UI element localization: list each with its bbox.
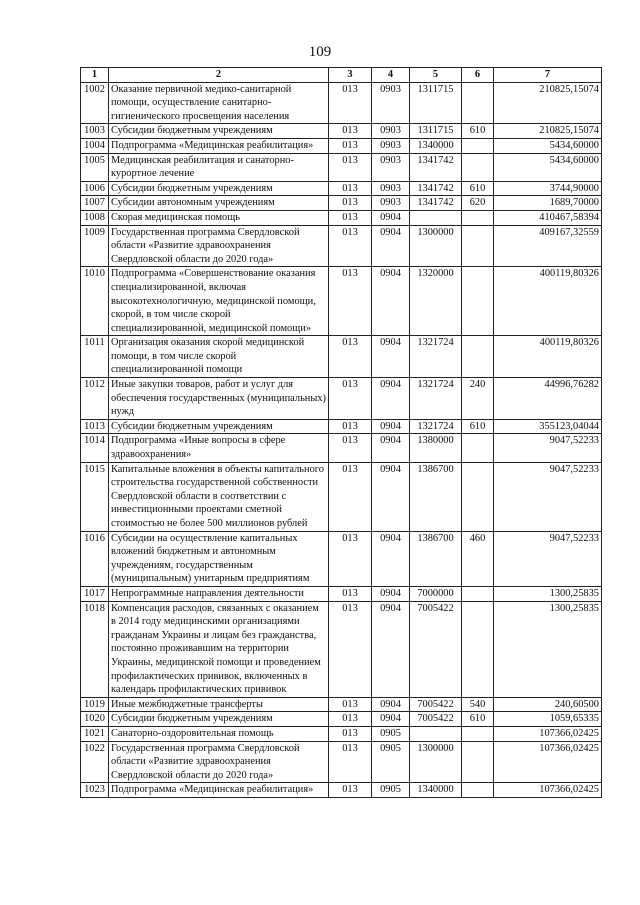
row-target-code: 1311715	[410, 124, 462, 139]
row-code: 1011	[81, 336, 109, 378]
table-row	[81, 741, 602, 783]
row-target-code: 1321724	[410, 419, 462, 434]
table-body	[81, 82, 602, 797]
row-ministry-code: 013	[329, 712, 372, 727]
table-row	[81, 336, 602, 378]
row-section-code: 0903	[372, 138, 410, 153]
row-expense-kind	[462, 434, 494, 462]
row-ministry-code: 013	[329, 419, 372, 434]
row-amount: 107366,02425	[494, 741, 602, 783]
row-ministry-code: 013	[329, 462, 372, 531]
row-code: 1019	[81, 697, 109, 712]
row-expense-kind: 460	[462, 531, 494, 586]
row-expense-kind: 620	[462, 196, 494, 211]
row-section-code: 0904	[372, 378, 410, 420]
row-expense-kind	[462, 462, 494, 531]
row-code: 1013	[81, 419, 109, 434]
row-name: Капитальные вложения в объекты капитального строительства государственной собственности Свердловской области в соответствии с инвестиционными проектами сметной стоимостью не более 500 миллионов рублей	[109, 462, 329, 531]
row-code: 1015	[81, 462, 109, 531]
row-ministry-code: 013	[329, 181, 372, 196]
row-target-code: 1341742	[410, 181, 462, 196]
row-name: Компенсация расходов, связанных с оказанием в 2014 году медицинскими организациями гражданам Украины и лицам без гражданства, постоянно проживавшим на территории Украины, медицинской помощи и проведением профилактических прививок, включенных в календарь профилактических прививок	[109, 601, 329, 697]
row-target-code	[410, 210, 462, 225]
row-amount: 3744,90000	[494, 181, 602, 196]
row-code: 1007	[81, 196, 109, 211]
row-code: 1022	[81, 741, 109, 783]
row-code: 1021	[81, 726, 109, 741]
row-code: 1014	[81, 434, 109, 462]
table-row	[81, 434, 602, 462]
row-ministry-code: 013	[329, 210, 372, 225]
row-section-code: 0904	[372, 712, 410, 727]
table-row	[81, 82, 602, 124]
row-amount: 410467,58394	[494, 210, 602, 225]
header-cell: 1	[81, 68, 109, 83]
row-name: Субсидии бюджетным учреждениям	[109, 181, 329, 196]
row-expense-kind	[462, 153, 494, 181]
row-target-code: 1311715	[410, 82, 462, 124]
row-name: Субсидии бюджетным учреждениям	[109, 419, 329, 434]
row-expense-kind: 610	[462, 712, 494, 727]
header-cell: 7	[494, 68, 602, 83]
row-target-code: 1320000	[410, 267, 462, 336]
header-cell: 2	[109, 68, 329, 83]
row-section-code: 0905	[372, 741, 410, 783]
row-section-code: 0903	[372, 153, 410, 181]
budget-table	[80, 67, 602, 798]
row-name: Санаторно-оздоровительная помощь	[109, 726, 329, 741]
row-name: Субсидии на осуществление капитальных вложений бюджетным и автономным учреждениям, государственным (муниципальным) унитарным предприятиям	[109, 531, 329, 586]
row-amount: 107366,02425	[494, 783, 602, 798]
row-amount: 409167,32559	[494, 225, 602, 267]
row-expense-kind	[462, 726, 494, 741]
row-target-code: 7005422	[410, 697, 462, 712]
row-section-code: 0904	[372, 225, 410, 267]
row-section-code: 0903	[372, 196, 410, 211]
row-target-code: 1321724	[410, 378, 462, 420]
row-ministry-code: 013	[329, 741, 372, 783]
row-name: Субсидии автономным учреждениям	[109, 196, 329, 211]
row-expense-kind	[462, 336, 494, 378]
row-section-code: 0904	[372, 267, 410, 336]
row-expense-kind	[462, 267, 494, 336]
row-target-code: 7005422	[410, 601, 462, 697]
table-row	[81, 712, 602, 727]
row-name: Подпрограмма «Медицинская реабилитация»	[109, 138, 329, 153]
row-amount: 1689,70000	[494, 196, 602, 211]
row-name: Организация оказания скорой медицинской помощи, в том числе скорой специализированной помощи	[109, 336, 329, 378]
row-section-code: 0904	[372, 434, 410, 462]
row-amount: 210825,15074	[494, 124, 602, 139]
row-target-code: 1300000	[410, 741, 462, 783]
row-ministry-code: 013	[329, 697, 372, 712]
table-row	[81, 697, 602, 712]
row-code: 1009	[81, 225, 109, 267]
row-target-code: 1340000	[410, 783, 462, 798]
row-target-code: 1386700	[410, 531, 462, 586]
table-row	[81, 726, 602, 741]
row-section-code: 0903	[372, 124, 410, 139]
row-section-code: 0905	[372, 783, 410, 798]
row-target-code: 1340000	[410, 138, 462, 153]
table-row	[81, 462, 602, 531]
row-amount: 210825,15074	[494, 82, 602, 124]
row-target-code: 1386700	[410, 462, 462, 531]
row-name: Подпрограмма «Медицинская реабилитация»	[109, 783, 329, 798]
row-code: 1012	[81, 378, 109, 420]
table-row	[81, 196, 602, 211]
row-name: Медицинская реабилитация и санаторно-курортное лечение	[109, 153, 329, 181]
table-row	[81, 419, 602, 434]
row-ministry-code: 013	[329, 601, 372, 697]
row-amount: 400119,80326	[494, 267, 602, 336]
row-section-code: 0904	[372, 462, 410, 531]
row-code: 1017	[81, 586, 109, 601]
row-target-code: 1341742	[410, 153, 462, 181]
page-number: 109	[308, 44, 332, 60]
row-section-code: 0904	[372, 336, 410, 378]
row-name: Иные межбюджетные трансферты	[109, 697, 329, 712]
row-ministry-code: 013	[329, 267, 372, 336]
row-name: Оказание первичной медико-санитарной помощи, осуществление санитарно-гигиенического просвещения населения	[109, 82, 329, 124]
row-amount: 5434,60000	[494, 138, 602, 153]
row-ministry-code: 013	[329, 138, 372, 153]
row-ministry-code: 013	[329, 531, 372, 586]
row-name: Государственная программа Свердловской области «Развитие здравоохранения Свердловской области до 2020 года»	[109, 225, 329, 267]
row-amount: 9047,52233	[494, 531, 602, 586]
row-ministry-code: 013	[329, 124, 372, 139]
row-expense-kind: 610	[462, 419, 494, 434]
row-amount: 1300,25835	[494, 601, 602, 697]
row-amount: 355123,04044	[494, 419, 602, 434]
row-code: 1004	[81, 138, 109, 153]
row-ministry-code: 013	[329, 586, 372, 601]
row-section-code: 0903	[372, 181, 410, 196]
row-target-code	[410, 726, 462, 741]
header-cell: 3	[329, 68, 372, 83]
row-ministry-code: 013	[329, 153, 372, 181]
row-ministry-code: 013	[329, 82, 372, 124]
row-section-code: 0904	[372, 419, 410, 434]
row-ministry-code: 013	[329, 225, 372, 267]
row-code: 1008	[81, 210, 109, 225]
row-amount: 107366,02425	[494, 726, 602, 741]
row-expense-kind: 610	[462, 181, 494, 196]
row-section-code: 0904	[372, 586, 410, 601]
row-expense-kind	[462, 138, 494, 153]
table-row	[81, 586, 602, 601]
row-amount: 9047,52233	[494, 462, 602, 531]
row-code: 1018	[81, 601, 109, 697]
row-code: 1020	[81, 712, 109, 727]
row-name: Государственная программа Свердловской области «Развитие здравоохранения Свердловской области до 2020 года»	[109, 741, 329, 783]
row-amount: 9047,52233	[494, 434, 602, 462]
row-ministry-code: 013	[329, 378, 372, 420]
table-row	[81, 783, 602, 798]
row-code: 1016	[81, 531, 109, 586]
row-target-code: 1380000	[410, 434, 462, 462]
table-row	[81, 138, 602, 153]
row-name: Непрограммные направления деятельности	[109, 586, 329, 601]
row-code: 1010	[81, 267, 109, 336]
row-expense-kind: 540	[462, 697, 494, 712]
row-code: 1005	[81, 153, 109, 181]
row-amount: 5434,60000	[494, 153, 602, 181]
row-section-code: 0904	[372, 531, 410, 586]
row-expense-kind: 610	[462, 124, 494, 139]
row-section-code: 0905	[372, 726, 410, 741]
row-name: Подпрограмма «Совершенствование оказания специализированной, включая высокотехнологичную, медицинской помощи, скорой, в том числе скорой специализированной, медицинской помощи»	[109, 267, 329, 336]
row-name: Скорая медицинская помощь	[109, 210, 329, 225]
row-ministry-code: 013	[329, 336, 372, 378]
row-expense-kind	[462, 586, 494, 601]
row-expense-kind	[462, 210, 494, 225]
row-expense-kind	[462, 225, 494, 267]
row-code: 1003	[81, 124, 109, 139]
row-target-code: 7005422	[410, 712, 462, 727]
table-row	[81, 378, 602, 420]
row-target-code: 1321724	[410, 336, 462, 378]
row-name: Подпрограмма «Иные вопросы в сфере здравоохранения»	[109, 434, 329, 462]
table-row	[81, 531, 602, 586]
row-target-code: 1341742	[410, 196, 462, 211]
row-section-code: 0904	[372, 210, 410, 225]
row-amount: 1300,25835	[494, 586, 602, 601]
header-cell: 6	[462, 68, 494, 83]
row-ministry-code: 013	[329, 196, 372, 211]
table-row	[81, 601, 602, 697]
row-expense-kind	[462, 741, 494, 783]
row-ministry-code: 013	[329, 783, 372, 798]
row-name: Иные закупки товаров, работ и услуг для обеспечения государственных (муниципальных) нужд	[109, 378, 329, 420]
row-ministry-code: 013	[329, 726, 372, 741]
row-code: 1006	[81, 181, 109, 196]
table-row	[81, 225, 602, 267]
table-row	[81, 210, 602, 225]
row-target-code: 1300000	[410, 225, 462, 267]
row-name: Субсидии бюджетным учреждениям	[109, 124, 329, 139]
row-amount: 240,60500	[494, 697, 602, 712]
row-name: Субсидии бюджетным учреждениям	[109, 712, 329, 727]
row-amount: 44996,76282	[494, 378, 602, 420]
header-cell: 5	[410, 68, 462, 83]
row-section-code: 0904	[372, 697, 410, 712]
table-row	[81, 124, 602, 139]
table-row	[81, 181, 602, 196]
row-section-code: 0904	[372, 601, 410, 697]
header-cell: 4	[372, 68, 410, 83]
table-row	[81, 267, 602, 336]
row-amount: 400119,80326	[494, 336, 602, 378]
row-amount: 1059,65335	[494, 712, 602, 727]
table-row	[81, 153, 602, 181]
row-code: 1023	[81, 783, 109, 798]
row-target-code: 7000000	[410, 586, 462, 601]
row-expense-kind: 240	[462, 378, 494, 420]
row-expense-kind	[462, 82, 494, 124]
row-ministry-code: 013	[329, 434, 372, 462]
row-code: 1002	[81, 82, 109, 124]
row-expense-kind	[462, 601, 494, 697]
row-section-code: 0903	[372, 82, 410, 124]
row-expense-kind	[462, 783, 494, 798]
header-row	[81, 68, 602, 83]
